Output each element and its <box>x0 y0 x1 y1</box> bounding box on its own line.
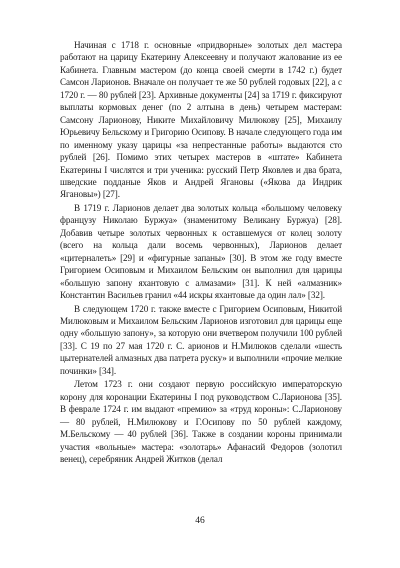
paragraph: В 1719 г. Ларионов делает два золотых кольца «большому человеку французу Николаю Буржуа» (знаменитому Великану Буржуа) [28]. Добавив четыре золотых червонных к оставшемуся от колец золоту (всего на кольца дали восемь червонных), Ларионов делает «цитерналеть» [29] и «фигурные запаны» [30]. В этом же году вместе Григорием Осиповым и Михаилом Бельским он выполнил для царицы «большую запону яхантовую с алмазами» [31]. К ней «алмазник» Константин Васильев гранил «44 искры яхантовые да один лал» [32]. <box>60 202 342 301</box>
paragraph: В следующем 1720 г. также вместе с Григорием Осиповым, Никитой Милюковым и Михаилом Бельским Ларионов изготовил для царицы еще одну «большую запону», за которую они вчетвером получили 100 рублей [33]. С 19 по 27 мая 1720 г. С. арионов и Н.Милюков сделали «шесть цытернателей алмазных два патрета руску» и выполнили «прочие мелкие починки» [34]. <box>60 303 342 376</box>
page-number: 46 <box>195 516 205 526</box>
paragraph: Начиная с 1718 г. основные «придворные» золотых дел мастера работают на царицу Екатерину Алексеевну и получают жалование из ее Кабинета. Главным мастером (до конца своей смерти в 1742 г.) будет Самсон Ларионов. Вначале он получает те же 50 рублей годовых [22], а с 1720 г. — 80 рублей [23]. Архивные документы [24] за 1719 г. фиксируют выплаты кормовых денег (по 2 алтына в день) четырем мастерам: Самсону Ларионову, Никите Михайловичу Милюкову [25], Михаилу Юрьевичу Бельскому и Григорию Осипову. В начале следующего года им по именному указу царицы «за непрестанные работы» выдаются сто рублей [26]. Помимо этих четырех мастеров в «штате» Кабинета Екатерины I числятся и три ученика: русский Петр Яковлев и два брата, шведские подданые Яков и Андрей Ягановы («Якова да Индрик Ягановы») [27]. <box>60 40 342 200</box>
body-text <box>60 39 342 465</box>
paragraph: Летом 1723 г. они создают первую российскую императорскую корону для коронации Екатерины I под руководством С.Ларионова [35]. В феврале 1724 г. им выдают «премию» за «труд короны»: С.Ларионову — 80 рублей, Н.Милюкову и Г.Осипову по 50 рублей каждому, М.Бельскому — 40 рублей [36]. Также в создании короны принимали участия «вольные» мастера: «золотарь» Афанасий Федоров (золотил венец), серебряник Андрей Житков (делал <box>60 379 342 464</box>
